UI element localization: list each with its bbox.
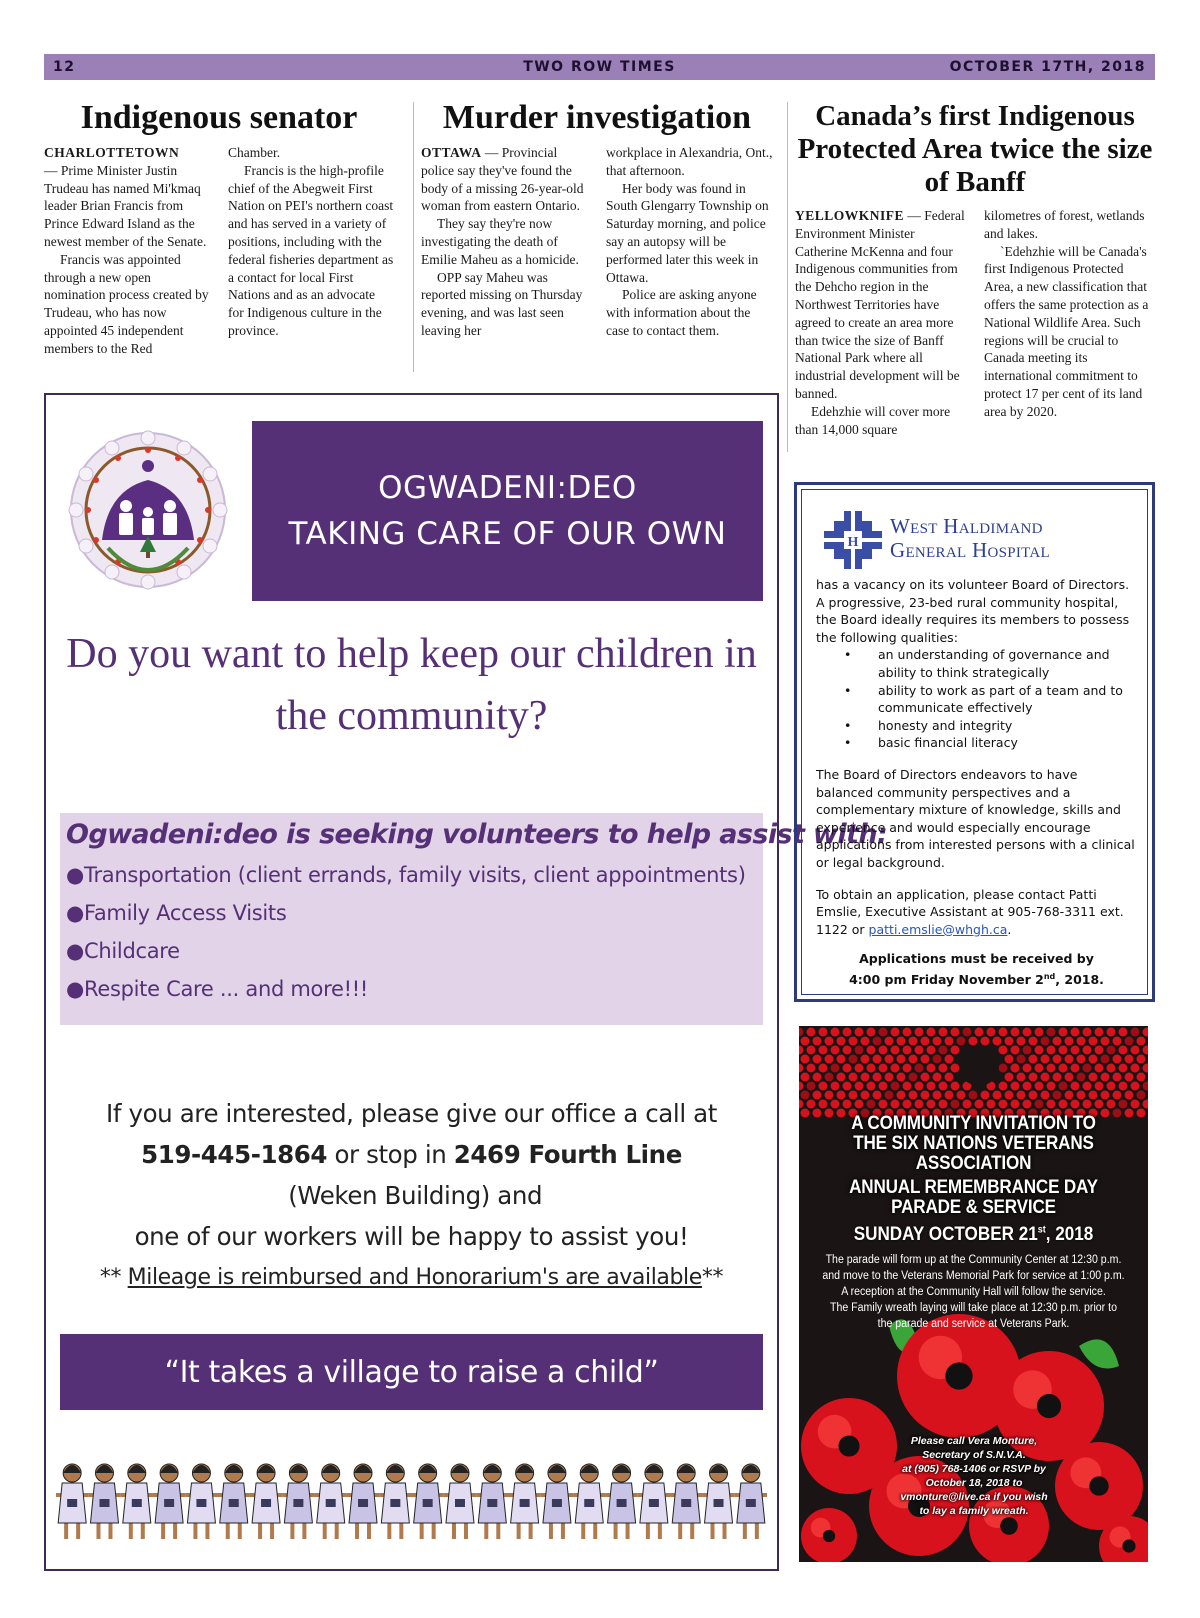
veterans-heading-line: A COMMUNITY INVITATION TO — [851, 1113, 1096, 1134]
dateline: OTTAWA — [421, 145, 482, 160]
paper-doll-figure — [218, 1464, 250, 1539]
paragraph: Her body was found in South Glengarry Township on Saturday morning, and police say an autopsy will be performed later this week in Ottawa. — [606, 180, 769, 285]
list-item-text: Family Access Visits — [84, 901, 287, 925]
contact-line — [46, 1134, 777, 1216]
article-column — [606, 144, 773, 340]
paper-doll-figure — [476, 1464, 508, 1539]
paragraph: They say they're now investigating the death of Emilie Maheu as a homicide. — [421, 216, 579, 267]
article-column — [44, 144, 210, 358]
hospital-paragraph: The Board of Directors endeavors to have balanced community perspectives and a complementary mixture of knowledge, skills and experience and would especially encourage applications from interested persons with a clinical or legal background. — [816, 766, 1135, 870]
paper-doll-figure — [573, 1464, 605, 1539]
paragraph: Francis is the high-profile chief of the Abegweit First Nation on PEI's northern coast and has served in a variety of positions, including with the federal fisheries department as a contact for local First Nations and as an advocate for Indigenous culture in the province. — [228, 162, 394, 338]
paper-doll-figure — [315, 1464, 347, 1539]
hospital-name — [890, 514, 1050, 562]
article-protected-area — [795, 100, 1155, 438]
volunteer-list — [66, 856, 757, 1008]
paragraph: — Provincial police say they've found the body of a missing 26-year-old woman from eastern Ontario. — [421, 145, 584, 214]
veterans-heading-line: ASSOCIATION — [915, 1153, 1032, 1174]
paper-doll-figure — [412, 1464, 444, 1539]
contact-line: If you are interested, please give our office a call at — [106, 1099, 717, 1128]
phone-number: 519-445-1864 — [141, 1140, 328, 1169]
veterans-heading-line: ANNUAL REMEMBRANCE DAY — [849, 1177, 1098, 1198]
qualities-list — [816, 646, 1137, 752]
contact-text: To obtain an application, please contact Patti Emslie, Executive Assistant at 905-768-3311 ext. 1122 or — [816, 886, 1124, 937]
event-details — [813, 1252, 1134, 1332]
paper-dolls-illustration — [56, 1455, 767, 1547]
detail-line: The parade will form up at the Community Center at 12:30 p.m. — [825, 1254, 1122, 1266]
paper-doll-figure — [185, 1464, 217, 1539]
paper-doll-figure — [605, 1464, 637, 1539]
paper-doll-figure — [379, 1464, 411, 1539]
paper-doll-figure — [541, 1464, 573, 1539]
volunteer-box — [60, 813, 888, 1025]
hospital-advertisement — [794, 482, 1155, 1002]
list-item: • honesty and integrity — [816, 717, 1137, 735]
article-headline: Indigenous senator — [80, 99, 358, 136]
paper-doll-figure — [250, 1464, 282, 1539]
hospital-cross-logo — [822, 509, 884, 571]
rsvp-line: to lay a family wreath. — [919, 1505, 1029, 1517]
rsvp-line: Secretary of S.N.V.A. — [922, 1449, 1026, 1461]
page-number: 12 — [53, 59, 76, 75]
veterans-advertisement — [799, 1026, 1148, 1562]
paragraph: `Edehzhie will be Canada's first Indigenous Protected Area, a new classification that offers the same protection as a National Wildlife Area. Such regions will be crucial to Canada meeting its international commitment to protect 17 per cent of its land area by 2020. — [984, 243, 1149, 419]
question-line: the community? — [275, 693, 548, 739]
street-address: 2469 Fourth Line — [453, 1140, 682, 1169]
leaf — [1079, 1339, 1119, 1368]
banner-title: OGWADENI:DEO — [378, 470, 637, 506]
paragraph: — Federal Environment Minister Catherine McKenna and four Indigenous communities from the Dehcho region in the Northwest Territories have agreed to create an area more than twice the size of Banff National Park where all industrial development will be banned. — [795, 208, 965, 401]
rsvp-line: October 18, 2018 to — [925, 1477, 1023, 1489]
paragraph: workplace in Alexandria, Ont., that afternoon. — [606, 145, 773, 178]
column-divider — [413, 102, 414, 372]
article-indigenous-senator — [44, 100, 394, 358]
list-item: ●Childcare — [66, 939, 180, 963]
veterans-text — [799, 1114, 1148, 1332]
publication-name: TWO ROW TIMES — [523, 59, 676, 75]
paper-doll-figure — [88, 1464, 120, 1539]
event-date-text: SUNDAY OCTOBER 21 — [853, 1224, 1038, 1245]
hospital-body — [816, 576, 1137, 989]
event-date-sup: st — [1037, 1224, 1046, 1236]
paper-doll-figure — [735, 1464, 767, 1539]
rsvp-text — [889, 1434, 1059, 1518]
article-murder-investigation — [421, 100, 773, 340]
veterans-heading-line: THE SIX NATIONS VETERANS — [853, 1133, 1094, 1154]
list-item: • basic financial literacy — [816, 734, 1137, 752]
hospital-intro: has a vacancy on its volunteer Board of Directors. A progressive, 23-bed rural community hospital, the Board ideally requires its members to possess the following qualities: — [816, 577, 1130, 645]
paper-doll-figure — [444, 1464, 476, 1539]
rsvp-line: vmonture@live.ca if you wish — [900, 1491, 1048, 1503]
list-item: ●Family Access Visits — [66, 901, 287, 925]
poppy-center — [959, 1046, 999, 1086]
paragraph: Police are asking anyone with information about the case to contact them. — [606, 287, 757, 338]
paper-doll-figure — [670, 1464, 702, 1539]
mileage-text: Mileage is reimbursed and Honorarium's are available — [127, 1265, 702, 1290]
rsvp-line: at (905) 768-1406 or RSVP by — [902, 1463, 1046, 1475]
detail-line: the parade and service at Veterans Park. — [877, 1318, 1070, 1330]
article-headline: Canada’s first Indigenous Protected Area twice the size of Banff — [797, 100, 1153, 198]
paper-doll-figure — [282, 1464, 314, 1539]
detail-line: and move to the Veterans Memorial Park for service at 1:00 p.m. — [822, 1270, 1125, 1282]
paper-doll-figure — [347, 1464, 379, 1539]
list-item: ●Respite Care ... and more!!! — [66, 977, 368, 1001]
paragraph: Chamber. — [228, 145, 281, 160]
rsvp-line: Please call Vera Monture, — [910, 1435, 1038, 1447]
hospital-contact — [816, 886, 1137, 939]
paper-doll-figure — [121, 1464, 153, 1539]
paragraph: kilometres of forest, wetlands and lakes. — [984, 208, 1145, 241]
dateline: YELLOWKNIFE — [795, 208, 905, 223]
paragraph: — Prime Minister Justin Trudeau has named Mi'kmaq leader Brian Francis from Prince Edward Island as the newest member of the Senate. — [44, 162, 207, 249]
detail-line: A reception at the Community Hall will follow the service. — [841, 1286, 1106, 1298]
ogwadeni-banner — [252, 421, 763, 601]
article-column — [795, 207, 966, 438]
article-column — [421, 144, 588, 340]
hospital-name-line: West Haldimand — [890, 514, 1043, 538]
application-deadline — [816, 950, 1137, 988]
article-column — [984, 207, 1155, 438]
list-item-text: Childcare — [84, 939, 180, 963]
detail-line: The Family wreath laying will take place at 12:30 p.m. prior to — [830, 1302, 1117, 1314]
veterans-heading-line: PARADE & SERVICE — [891, 1197, 1056, 1218]
question-line: Do you want to help keep our children in — [66, 631, 757, 677]
paper-doll-figure — [508, 1464, 540, 1539]
deadline-year: , 2018. — [1055, 972, 1104, 988]
list-item-text: Transportation (client errands, family visits, client appointments) — [84, 863, 746, 887]
paragraph: Edehzhie will cover more than 14,000 square — [795, 403, 951, 437]
quote-banner: “It takes a village to raise a child” — [60, 1334, 763, 1410]
contact-text: (Weken Building) and — [280, 1181, 543, 1210]
deadline-date: 4:00 pm Friday November 2 — [849, 972, 1044, 988]
hospital-name-line: General Hospital — [890, 538, 1051, 562]
deadline-sup: nd — [1043, 971, 1056, 981]
dateline: CHARLOTTETOWN — [44, 145, 180, 160]
contact-text: or stop in — [327, 1140, 454, 1169]
ogwadeni-question — [56, 623, 767, 747]
banner-subtitle: TAKING CARE OF OUR OWN — [288, 516, 727, 552]
event-date-year: , 2018 — [1045, 1224, 1094, 1245]
paragraph: OPP say Maheu was reported missing on Thursday evening, and was last seen leaving her — [421, 269, 583, 338]
list-item: ●Transportation (client errands, family visits, client appointments) — [66, 863, 746, 887]
email-link[interactable]: patti.emslie@whgh.ca — [868, 921, 1008, 937]
svg-text:H: H — [847, 535, 859, 550]
list-item: • an understanding of governance and ability to think strategically — [816, 646, 1137, 681]
event-date — [816, 1224, 1130, 1246]
contact-end: . — [1007, 921, 1012, 937]
volunteer-heading: Ogwadeni:deo is seeking volunteers to help assist with: — [66, 819, 888, 850]
article-headline: Murder investigation — [442, 99, 752, 136]
contact-line: one of our workers will be happy to assist you! — [134, 1222, 689, 1251]
paper-doll-figure — [56, 1464, 88, 1539]
paper-doll-figure — [638, 1464, 670, 1539]
list-item: • ability to work as part of a team and to communicate effectively — [816, 682, 1137, 717]
mileage-suffix: ** — [701, 1265, 724, 1290]
issue-date: OCTOBER 17TH, 2018 — [949, 59, 1146, 75]
ogwadeni-seal-logo — [68, 430, 228, 590]
mileage-note — [46, 1257, 777, 1298]
article-column — [228, 144, 394, 358]
paragraph: Francis was appointed through a new open nomination process created by Trudeau, who has now appointed 45 independent members to the Red — [44, 251, 209, 356]
column-divider — [787, 102, 788, 452]
paper-doll-figure — [153, 1464, 185, 1539]
page-header-bar — [44, 54, 1155, 80]
mileage-prefix: ** — [99, 1265, 128, 1290]
list-item-text: Respite Care ... and more!!! — [84, 977, 368, 1001]
paper-doll-figure — [702, 1464, 734, 1539]
deadline-line: Applications must be received by — [859, 951, 1094, 967]
ogwadeni-contact — [46, 1093, 777, 1298]
